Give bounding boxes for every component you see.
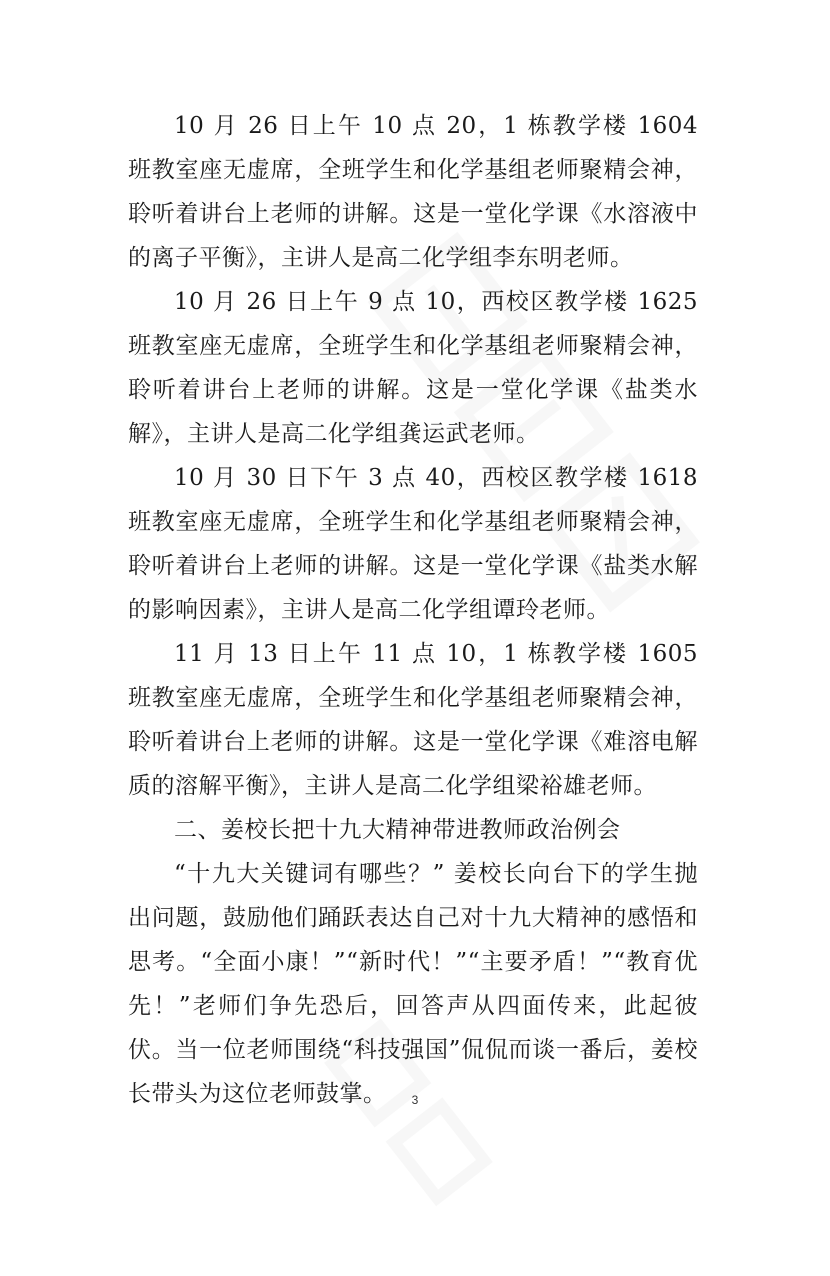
paragraph-1: 10 月 26 日上午 10 点 20，1 栋教学楼 1604 班教室座无虚席，全班学生和化学基组老师聚精会神，聆听着讲台上老师的讲解。这是一堂化学课《水溶液中的离子平衡》，主讲人是高二化学组李东明老师。 [128, 113, 698, 271]
paragraph-5: “十九大关键词有哪些？” 姜校长向台下的学生抛出问题，鼓励他们踊跃表达自己对十九大精神的感悟和思考。“全面小康！”“新时代！”“主要矛盾！”“教育优先！”老师们争先恐后，回答声从四面传来，此起彼伏。当一位老师围绕“科技强国”侃侃而谈一番后，姜校长带头为这位老师鼓掌。 [128, 861, 698, 1107]
document-body [128, 104, 698, 1116]
paragraph-3: 10 月 30 日下午 3 点 40，西校区教学楼 1618 班教室座无虚席，全班学生和化学基组老师聚精会神，聆听着讲台上老师的讲解。这是一堂化学课《盐类水解的影响因素》，主讲人是高二化学组谭玲老师。 [128, 465, 698, 623]
paragraph-4: 11 月 13 日上午 11 点 10，1 栋教学楼 1605 班教室座无虚席，全班学生和化学基组老师聚精会神，聆听着讲台上老师的讲解。这是一堂化学课《难溶电解质的溶解平衡》，主讲人是高二化学组梁裕雄老师。 [128, 641, 698, 799]
section-heading: 二、姜校长把十九大精神带进教师政治例会 [174, 817, 621, 843]
page-number: 3 [411, 1093, 419, 1107]
paragraph-2: 10 月 26 日上午 9 点 10，西校区教学楼 1625 班教室座无虚席，全班学生和化学基组老师聚精会神，聆听着讲台上老师的讲解。这是一堂化学课《盐类水解》，主讲人是高二化学组龚运武老师。 [128, 289, 698, 447]
